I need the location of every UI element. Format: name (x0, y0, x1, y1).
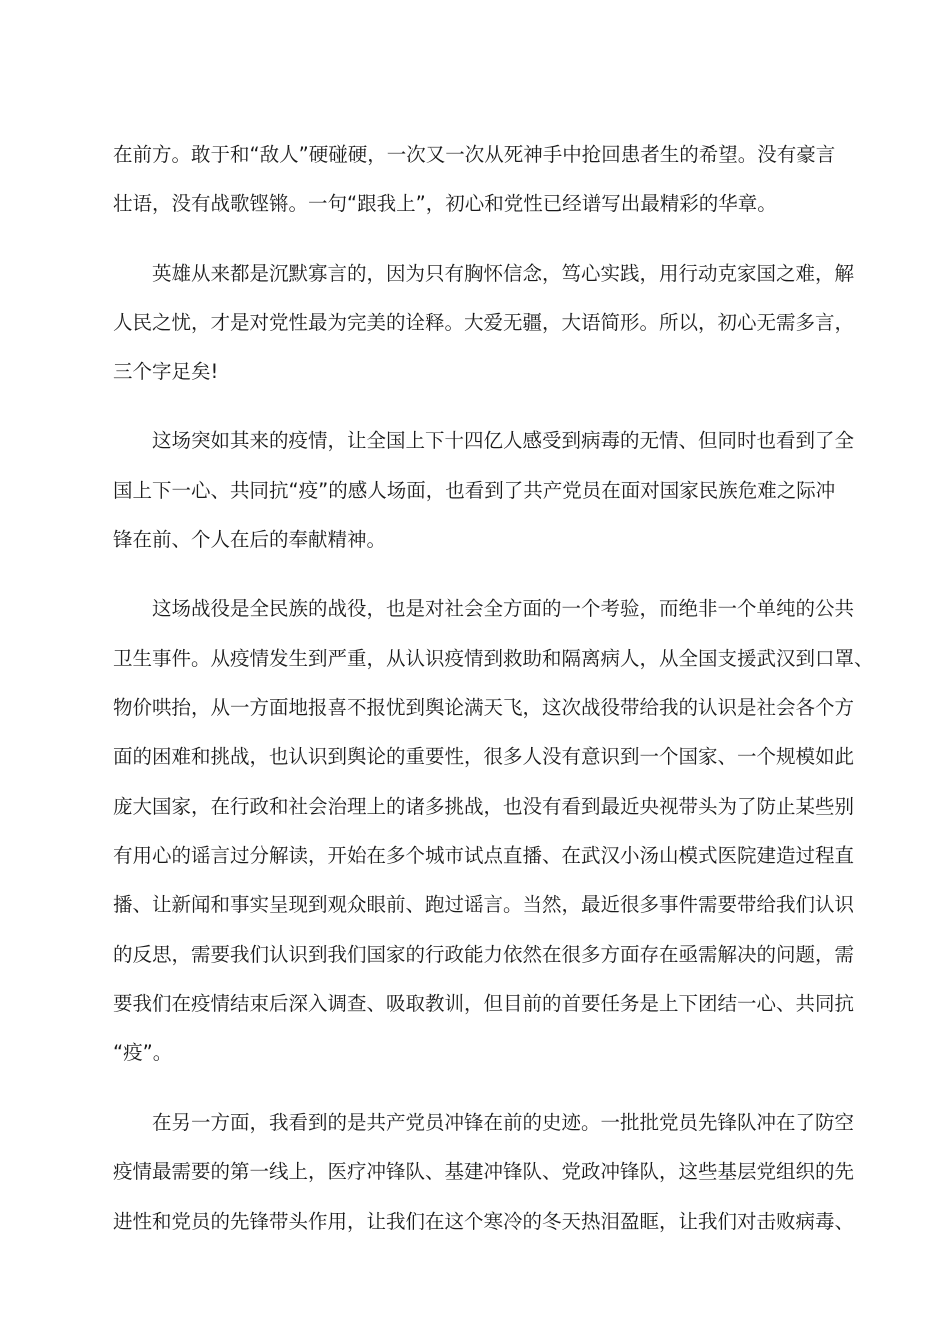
paragraph-4-line-10: “疫”。 (113, 1041, 173, 1064)
paragraph-4-line-2: 卫生事件。从疫情发生到严重，从认识疫情到救助和隔离病人，从全国支援武汉到口罩、 (113, 647, 874, 670)
paragraph-4-line-6: 有用心的谣言过分解读，开始在多个城市试点直播、在武汉小汤山模式医院建造过程直 (113, 844, 855, 867)
paragraph-4-line-3: 物价哄抬，从一方面地报喜不报忧到舆论满天飞，这次战役带给我的认识是社会各个方 (113, 696, 855, 719)
paragraph-1-line-2: 壮语，没有战歌铿锵。一句“跟我上”，初心和党性已经谱写出最精彩的华章。 (113, 192, 777, 215)
paragraph-5-line-1: 在另一方面，我看到的是共产党员冲锋在前的史迹。一批批党员先锋队冲在了防空 (152, 1111, 855, 1134)
paragraph-3-line-3: 锋在前、个人在后的奉献精神。 (113, 528, 387, 551)
paragraph-3-line-1: 这场突如其来的疫情，让全国上下十四亿人感受到病毒的无情、但同时也看到了全 (152, 429, 855, 452)
paragraph-5-line-2: 疫情最需要的第一线上，医疗冲锋队、基建冲锋队、党政冲锋队，这些基层党组织的先 (113, 1160, 855, 1183)
paragraph-4-line-7: 播、让新闻和事实呈现到观众眼前、跑过谣言。当然，最近很多事件需要带给我们认识 (113, 893, 855, 916)
paragraph-3-line-2: 国上下一心、共同抗“疫”的感人场面，也看到了共产党员在面对国家民族危难之际冲 (113, 479, 836, 502)
paragraph-4-line-5: 庞大国家，在行政和社会治理上的诸多挑战，也没有看到最近央视带头为了防止某些别 (113, 795, 855, 818)
paragraph-2-line-3: 三个字足矣! (113, 360, 219, 383)
paragraph-2-line-1: 英雄从来都是沉默寡言的，因为只有胸怀信念，笃心实践，用行动克家国之难，解 (152, 262, 855, 285)
paragraph-4-line-8: 的反思，需要我们认识到我们国家的行政能力依然在很多方面存在亟需解决的问题，需 (113, 943, 855, 966)
paragraph-4-line-1: 这场战役是全民族的战役，也是对社会全方面的一个考验，而绝非一个单纯的公共 (152, 597, 855, 620)
paragraph-1-line-1: 在前方。敢于和“敌人”硬碰硬，一次又一次从死神手中抢回患者生的希望。没有豪言 (113, 143, 836, 166)
paragraph-2-line-2: 人民之忧，才是对党性最为完美的诠释。大爱无疆，大语简形。所以，初心无需多言， (113, 311, 855, 334)
paragraph-5-line-3: 进性和党员的先锋带头作用，让我们在这个寒冷的冬天热泪盈眶，让我们对击败病毒、 (113, 1210, 855, 1233)
paragraph-4-line-9: 要我们在疫情结束后深入调查、吸取教训，但目前的首要任务是上下团结一心、共同抗 (113, 992, 855, 1015)
paragraph-4-line-4: 面的困难和挑战，也认识到舆论的重要性，很多人没有意识到一个国家、一个规模如此 (113, 745, 855, 768)
